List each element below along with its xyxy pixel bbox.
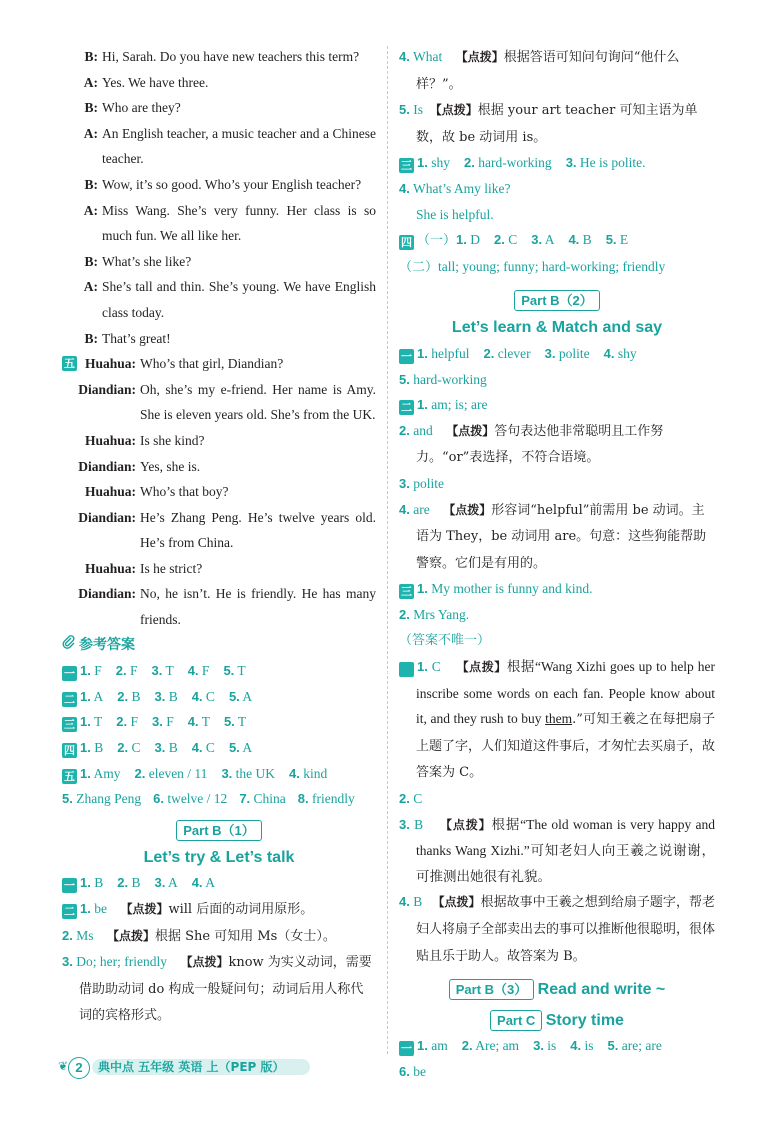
answer-item [188,658,210,684]
answer-item [417,1033,448,1059]
item-number: 5. [228,740,240,756]
item-answer: B [131,688,141,704]
item-number: 2. [116,714,128,730]
answer-item [229,684,252,710]
dialogue-line [62,351,376,377]
speaker-label: Diandian: [78,381,136,397]
speaker-label: Huahua: [84,560,136,576]
answer-item [298,786,355,812]
explained-answer: 2. and 【点拨】答句表达他非常聪明且工作努力。“or”表选择，不符合语境。 [399,422,664,466]
section-marker: 一 [401,1042,412,1056]
dialogue-2 [62,351,376,633]
item-answer: B [94,740,104,756]
answer-row [399,150,715,176]
answer-item [566,150,646,176]
item-answer: are; are [621,1038,662,1054]
speaker-label: Diandian: [78,458,136,474]
answer-item [80,658,102,684]
section-title: Let’s try & Let’s talk [143,848,295,866]
item-answer: A [242,688,253,704]
item-number: 3. [544,345,556,361]
speaker-label: Huahua: [84,356,136,372]
item-number: 2. [463,155,475,171]
answer-item [152,709,174,735]
answer-row [62,658,376,684]
answer-item [151,658,173,684]
section-part-b2 [399,290,715,311]
answer-item [608,1033,662,1059]
item-answer: C [205,688,215,704]
explained-answer: 3. Do; her; friendly 【点拨】know 为实义动词，需要借助助动词 do 构成一般疑问句；动词后用人称代词的宾格形式。 [62,954,372,1024]
item-number: 1. [80,765,91,781]
item-answer: twelve / 12 [167,791,228,807]
answer-item [117,684,140,710]
answer-item [80,709,102,735]
item-answer: shy [617,345,637,361]
item-answer: the UK [235,765,276,781]
item-answer: C [131,740,141,756]
item-number: 5. [605,232,617,248]
answers-title: 参考答案 [62,633,376,659]
item-number: 4. [289,765,300,781]
explained-answer: 5. Is 【点拨】根据 your art teacher 可知主语为单数，故 be 动词用 is。 [399,102,698,145]
dialogue-text: Is he strict? [140,560,203,576]
answer-item [153,786,227,812]
answer-row-5 [62,761,376,787]
item-answer: T [93,714,103,730]
answer-item [483,341,530,367]
answer-item [154,870,177,896]
dialogue-line [62,172,376,198]
left-column [62,44,376,1029]
dialogue-text: Miss Wang. She’s very funny. Her class is so much fun. We all like her. [102,202,376,244]
item-number: 2. [115,663,127,679]
answer-item [606,227,628,253]
dialogue-line [62,428,376,454]
answer-item [464,150,552,176]
answer-item [117,870,140,896]
answer-item [568,227,591,253]
answer-item [570,1033,593,1059]
item-number: 3. [221,765,233,781]
dialogue-1 [62,44,376,351]
item-number: 3. [151,714,163,730]
item-answer: eleven / 11 [148,765,208,781]
section-marker: 四 [399,662,414,677]
speaker-label: B: [84,330,98,346]
answer-item [62,786,141,812]
item-answer: shy [431,155,450,171]
item-answer: C [205,740,215,756]
item-answer: polite [558,345,590,361]
item-answer: am [431,1038,448,1054]
answer-row [399,1033,715,1059]
section-part-b3 [399,977,715,1003]
item-answer: B [94,875,104,891]
section-title: Story time [545,1011,624,1029]
item-number: 1. [456,232,467,248]
item-number: 3. [531,232,543,248]
answer-row: 3. polite [399,475,444,491]
dialogue-line [62,581,376,632]
item-answer: A [544,232,555,248]
item-number: 4. [187,663,199,679]
item-answer: E [619,232,629,248]
item-number: 3. [565,155,577,171]
answer-row: （二）tall; young; funny; hard-working; friendly [399,258,666,275]
item-answer: D [470,232,480,248]
item-answer: F [129,663,138,679]
dialogue-text: Wow, it’s so good. Who’s your English teacher? [102,176,362,192]
dialogue-line [62,454,376,480]
answer-item [417,150,450,176]
answer-row: 三 1. My mother is funny and kind. [401,581,593,599]
answer-row: 二 1. am; is; are [401,397,488,415]
section-marker: 一 [401,349,412,363]
section-part-b1 [62,820,376,841]
item-answer: is [584,1038,594,1054]
dialogue-text: Hi, Sarah. Do you have new teachers this term? [102,49,360,64]
dialogue-line [62,505,376,556]
answer-item [188,709,210,735]
answer-item [80,684,103,710]
item-number: 4. [187,714,199,730]
item-number: 4. [568,232,580,248]
dialogue-text: Yes, she is. [140,458,201,474]
dialogue-text: She’s tall and thin. She’s young. We have English class today. [102,279,376,320]
answer-item [192,735,215,761]
answer-item [531,227,554,253]
section-marker: 二 [401,401,412,415]
answer-row: 5. hard-working [399,371,487,387]
item-answer: A [242,740,253,756]
answer-item [116,658,138,684]
item-answer: clever [497,345,531,361]
item-answer: Amy [93,765,121,781]
dialogue-text: Yes. We have three. [102,74,209,90]
item-number: 4. [603,345,615,361]
item-answer: T [165,663,174,679]
section-marker: 二 [64,692,75,706]
item-number: 4. [191,740,203,756]
dialogue-line [62,95,376,121]
answer-item [533,1033,556,1059]
section-marker: 二 [64,905,75,918]
item-number: 1. [417,155,428,171]
item-number: 5. [223,714,235,730]
item-answer: B [168,740,178,756]
speaker-label: Diandian: [78,586,136,602]
speaker-label: A: [83,125,98,141]
section-part-c [399,1008,715,1034]
item-number: 7. [239,791,251,807]
item-number: 1. [417,1038,428,1054]
dialogue-text: That’s great! [102,330,171,346]
dialogue-text: He’s Zhang Peng. He’s twelve years old. He’s from China. [140,509,376,551]
explained-answer: 4. What 【点拨】根据答语可知问句询问“他什么样？”。 [399,49,680,92]
answer-item [192,684,215,710]
item-answer: T [237,714,247,730]
item-answer: is [547,1038,557,1054]
answer-item [223,658,245,684]
item-number: 2. [117,875,129,891]
item-number: 5. [228,688,240,704]
answer-row: She is helpful. [416,206,494,222]
answer-item [229,735,252,761]
item-number: 8. [297,791,309,807]
section-marker: 一 [64,667,75,681]
section-badge: Part C [490,1010,542,1031]
item-answer: A [93,688,104,704]
item-answer: He is polite. [579,155,646,171]
item-number: 1. [417,345,428,361]
speaker-label: A: [83,202,98,218]
item-answer: C [508,232,518,248]
item-answer: B [131,875,141,891]
dialogue-text: No, he isn’t. He is friendly. He has many friends. [140,586,376,628]
dialogue-text: What’s she like? [102,253,192,269]
answer-note: （答案不唯一） [399,633,491,649]
explained-answer: 二 1. be 【点拨】will 后面的动词用原形。 [64,901,314,918]
answer-item [604,341,637,367]
answer-item [80,735,103,761]
answer-row: 2. C [399,791,423,807]
answer-item [134,761,207,787]
section-title: Read and write ~ [537,981,666,999]
speaker-label: B: [84,49,98,64]
item-answer: kind [303,765,328,781]
section-marker: 五 [64,357,75,371]
answer-item [456,227,480,253]
answer-item [289,761,327,787]
dialogue-line [62,377,376,428]
section-marker: 四 [64,744,75,758]
dialogue-line [62,249,376,275]
item-number: 3. [154,875,166,891]
answer-item [494,227,517,253]
dialogue-text: Oh, she’s my e-friend. Her name is Amy. She is eleven years old. She’s from the UK. [140,381,376,423]
item-number: 1. [80,740,91,756]
speaker-label: B: [84,253,98,269]
item-number: 6. [153,791,164,807]
explained-answer: 4. B 【点拨】根据故事中王羲之想到给扇子题字，帮老妇人将扇子全部卖出去的事可以推断他很聪明，很体贴且乐于助人。故答案为 B。 [399,894,716,964]
explained-answer: 四 1. C 【点拨】根据“Wang Xizhi goes up to help her inscribe some words on each fan. People know about it, and they rush to buy them.”可知王羲之在每把扇子上题了字，人们知道这件事后，才匆忙去买扇子，故答案为 C。 [382,659,716,781]
item-number: 5. [607,1038,619,1054]
item-answer: T [237,663,246,679]
answer-row [62,709,376,735]
item-answer: China [253,791,286,807]
answer-item [80,761,120,787]
item-number: 1. [80,663,91,679]
paperclip-icon [62,633,76,659]
answer-row: 四 （一）1. D 2. C 3. A 4. B 5. E [399,227,715,254]
dialogue-line [62,44,376,70]
item-answer: F [94,663,102,679]
item-number: 2. [483,345,495,361]
item-number: 3. [154,688,166,704]
answer-item [462,1033,519,1059]
answer-item [192,870,215,896]
dialogue-line [62,556,376,582]
answer-item [154,735,177,761]
item-number: 5. [62,791,73,807]
item-number: 2. [461,1038,473,1054]
answer-item [117,735,140,761]
answer-row [62,735,376,761]
section-marker: 三 [401,585,412,599]
dialogue-line [62,121,376,172]
answer-item [154,684,177,710]
section-badge: Part B（3） [449,979,535,1000]
page-number: 2 [68,1057,90,1079]
item-number: 2. [117,688,129,704]
answer-item [221,761,275,787]
item-number: 2. [493,232,505,248]
item-answer: helpful [431,345,470,361]
section-marker: 三 [401,159,412,173]
item-number: 2. [134,765,146,781]
section-badge: Part B（1） [176,820,262,841]
item-answer: B [582,232,592,248]
answer-row: 4. What’s Amy like? [399,180,511,196]
page-footer [58,1057,312,1077]
item-number: 5. [223,663,235,679]
speaker-label: A: [83,74,98,90]
item-number: 4. [570,1038,582,1054]
answer-row [62,684,376,710]
item-number: 1. [80,714,91,730]
dialogue-text: Who’s that boy? [140,484,229,500]
dialogue-line [62,274,376,325]
item-answer: F [130,714,138,730]
dialogue-text: Who are they? [102,100,181,116]
dialogue-text: Is she kind? [140,432,205,448]
item-number: 1. [80,688,91,704]
section-marker: 四 [401,236,412,250]
item-number: 3. [151,663,163,679]
section-marker: 三 [64,718,75,732]
item-answer: Are; am [475,1038,520,1054]
dialogue-line [62,70,376,96]
item-number: 2. [117,740,129,756]
speaker-label: Diandian: [78,509,136,525]
answer-item [80,870,103,896]
item-number: 4. [191,688,203,704]
item-answer: A [167,875,178,891]
answer-item [545,341,590,367]
dialogue-text: An English teacher, a music teacher and a Chinese teacher. [102,125,376,167]
section-badge: Part B（2） [514,290,600,311]
leaf-icon: ❦ [58,1059,69,1073]
book-title: 典中点 五年级 英语 上（PEP 版） [98,1060,285,1074]
speaker-label: B: [84,176,98,192]
dialogue-line [62,326,376,352]
answer-rows [62,658,376,760]
explained-answer: 2. Ms 【点拨】根据 She 可知用 Ms（女士）。 [62,927,336,944]
item-answer: A [205,875,215,891]
dialogue-text: Who’s that girl, Diandian? [140,356,284,372]
answer-row: 6. be [399,1063,426,1079]
item-number: 3. [533,1038,544,1054]
section-marker: 五 [64,769,75,783]
item-answer: F [166,714,174,730]
item-number: 4. [191,875,203,891]
item-answer: Zhang Peng [76,791,142,807]
answer-row-5-cont [62,786,376,812]
dialogue-line [62,479,376,505]
dialogue-line [62,198,376,249]
item-number: 3. [154,740,166,756]
explained-answer: 3. B 【点拨】根据“The old woman is very happy and thanks Wang Xizhi.”可知老妇人向王羲之说谢谢，可推测出她很有礼貌。 [399,816,716,884]
speaker-label: Huahua: [84,432,136,448]
answer-row: 2. Mrs Yang. [399,606,470,622]
answer-row [399,341,715,367]
answer-item [239,786,285,812]
answer-item [417,341,469,367]
explained-answer: 4. are 【点拨】形容词“helpful”前需用 be 动词。主语为 They，be 动词用 are。句意：这些狗能帮助警察。它们是有用的。 [399,501,707,571]
column-divider [387,46,388,1054]
item-answer: T [201,714,210,730]
speaker-label: Huahua: [84,484,136,500]
item-answer: F [201,663,210,679]
answer-item [116,709,138,735]
speaker-label: B: [84,100,98,116]
item-answer: friendly [312,791,355,807]
item-number: 1. [80,875,91,891]
section-marker: 一 [64,879,75,893]
item-answer: hard-working [478,155,552,171]
item-answer: B [168,688,178,704]
answer-row [62,870,376,896]
right-column [382,44,716,1085]
section-title: Let’s learn & Match and say [451,319,663,337]
speaker-label: A: [83,279,98,295]
answer-item [224,709,246,735]
